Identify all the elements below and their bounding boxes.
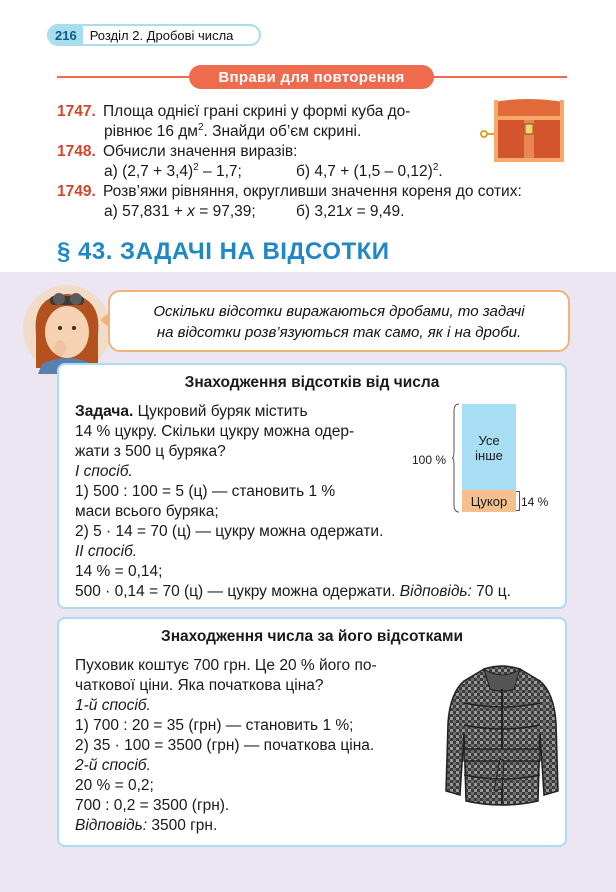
jacket-icon	[444, 663, 560, 813]
method-1-label: 1-й спосіб.	[75, 697, 151, 714]
speech-bubble	[108, 290, 570, 352]
part-percent-label: 14 %	[521, 495, 549, 509]
total-percent-label: 100 %	[412, 453, 447, 467]
exercise-1747-line2: рівнює 16 $дм^2$. Знайди об’єм скрині.	[104, 121, 362, 140]
exercise-1749-a: а) 57,831 + x = 97,39;	[104, 203, 256, 220]
exercise-1748-line1: 1748. Обчисли значення виразів:	[57, 143, 298, 160]
task-line-1: Задача. Цукровий буряк містить	[75, 403, 308, 420]
answer-line: Відповідь: 3500 грн.	[75, 817, 218, 834]
exercise-1748-a: а) $(2,7 + 3,4)^2 - 1,7$;	[104, 161, 242, 180]
solution-line-4: 700 : 0,2 = 3500 (грн).	[75, 797, 230, 814]
number-by-percent-box	[57, 617, 567, 847]
problem-line-2: чаткової ціни. Яка початкова ціна?	[75, 677, 324, 694]
review-title: Вправи для повторення	[189, 65, 434, 89]
task-line-2: 14 % цукру. Скільки цукру можна одер-	[75, 423, 355, 440]
speech-line-1: Оскільки відсотки виражаються дробами, то задачі	[153, 303, 525, 320]
chapter-title: Розділ 2. Дробові числа	[89, 27, 234, 43]
solution-line-3: 2) 5 · 14 = 70 (ц) — цукру можна одержати.	[75, 523, 384, 540]
page-header	[47, 24, 261, 46]
part-bracket	[516, 491, 520, 511]
percent-of-number-box	[57, 363, 567, 609]
brace-icon	[452, 403, 460, 513]
box2-title: Знаходження числа за його відсотками	[160, 628, 463, 645]
solution-line-4: 14 % = 0,14;	[75, 563, 163, 580]
solution-line-2: 2) 35 · 100 = 3500 (грн) — початкова ціна.	[75, 737, 375, 754]
exercise-1749-line1: 1749. Розв’яжи рівняння, округливши значення кореня до сотих:	[57, 183, 522, 200]
task-line-3: жати з 500 ц буряка?	[75, 443, 226, 460]
solution-line-1: 1) 500 : 100 = 5 (ц) — становить 1 %	[75, 483, 336, 500]
solution-line-2: маси всього буряка;	[75, 503, 219, 520]
speech-line-2: на відсотки розв’язуються так само, як і на дроби.	[156, 324, 522, 341]
rest-bar-label: Усе інше	[475, 433, 503, 463]
sugar-bar-label: Цукор	[470, 494, 508, 509]
exercise-1747-line1: 1747. Площа однієї грані скрині у формі куба до-	[57, 103, 411, 120]
exercise-1748-b: б) 4,7 + (1,5 – 0,12)$^2$.	[296, 161, 443, 180]
solution-line-5: 500 · 0,14 = 70 (ц) — цукру можна одержати. Відповідь: 70 ц.	[75, 583, 511, 600]
method-2-label: ІІ спосіб.	[75, 543, 138, 560]
problem-line-1: Пуховик коштує 700 грн. Це 20 % його по-	[75, 657, 377, 674]
method-2-label: 2-й спосіб.	[75, 757, 151, 774]
girl-avatar	[22, 284, 112, 374]
page-number: 216	[49, 26, 83, 44]
chest-icon	[478, 98, 566, 164]
exercise-1749-b: б) 3,21x = 9,49.	[296, 203, 405, 220]
box1-title: Знаходження відсотків від числа	[184, 374, 440, 391]
solution-line-1: 1) 700 : 20 = 35 (грн) — становить 1 %;	[75, 717, 354, 734]
section-title: § 43. ЗАДАЧІ НА ВІДСОТКИ	[57, 238, 390, 265]
solution-line-3: 20 % = 0,2;	[75, 777, 154, 794]
method-1-label: І спосіб.	[75, 463, 133, 480]
